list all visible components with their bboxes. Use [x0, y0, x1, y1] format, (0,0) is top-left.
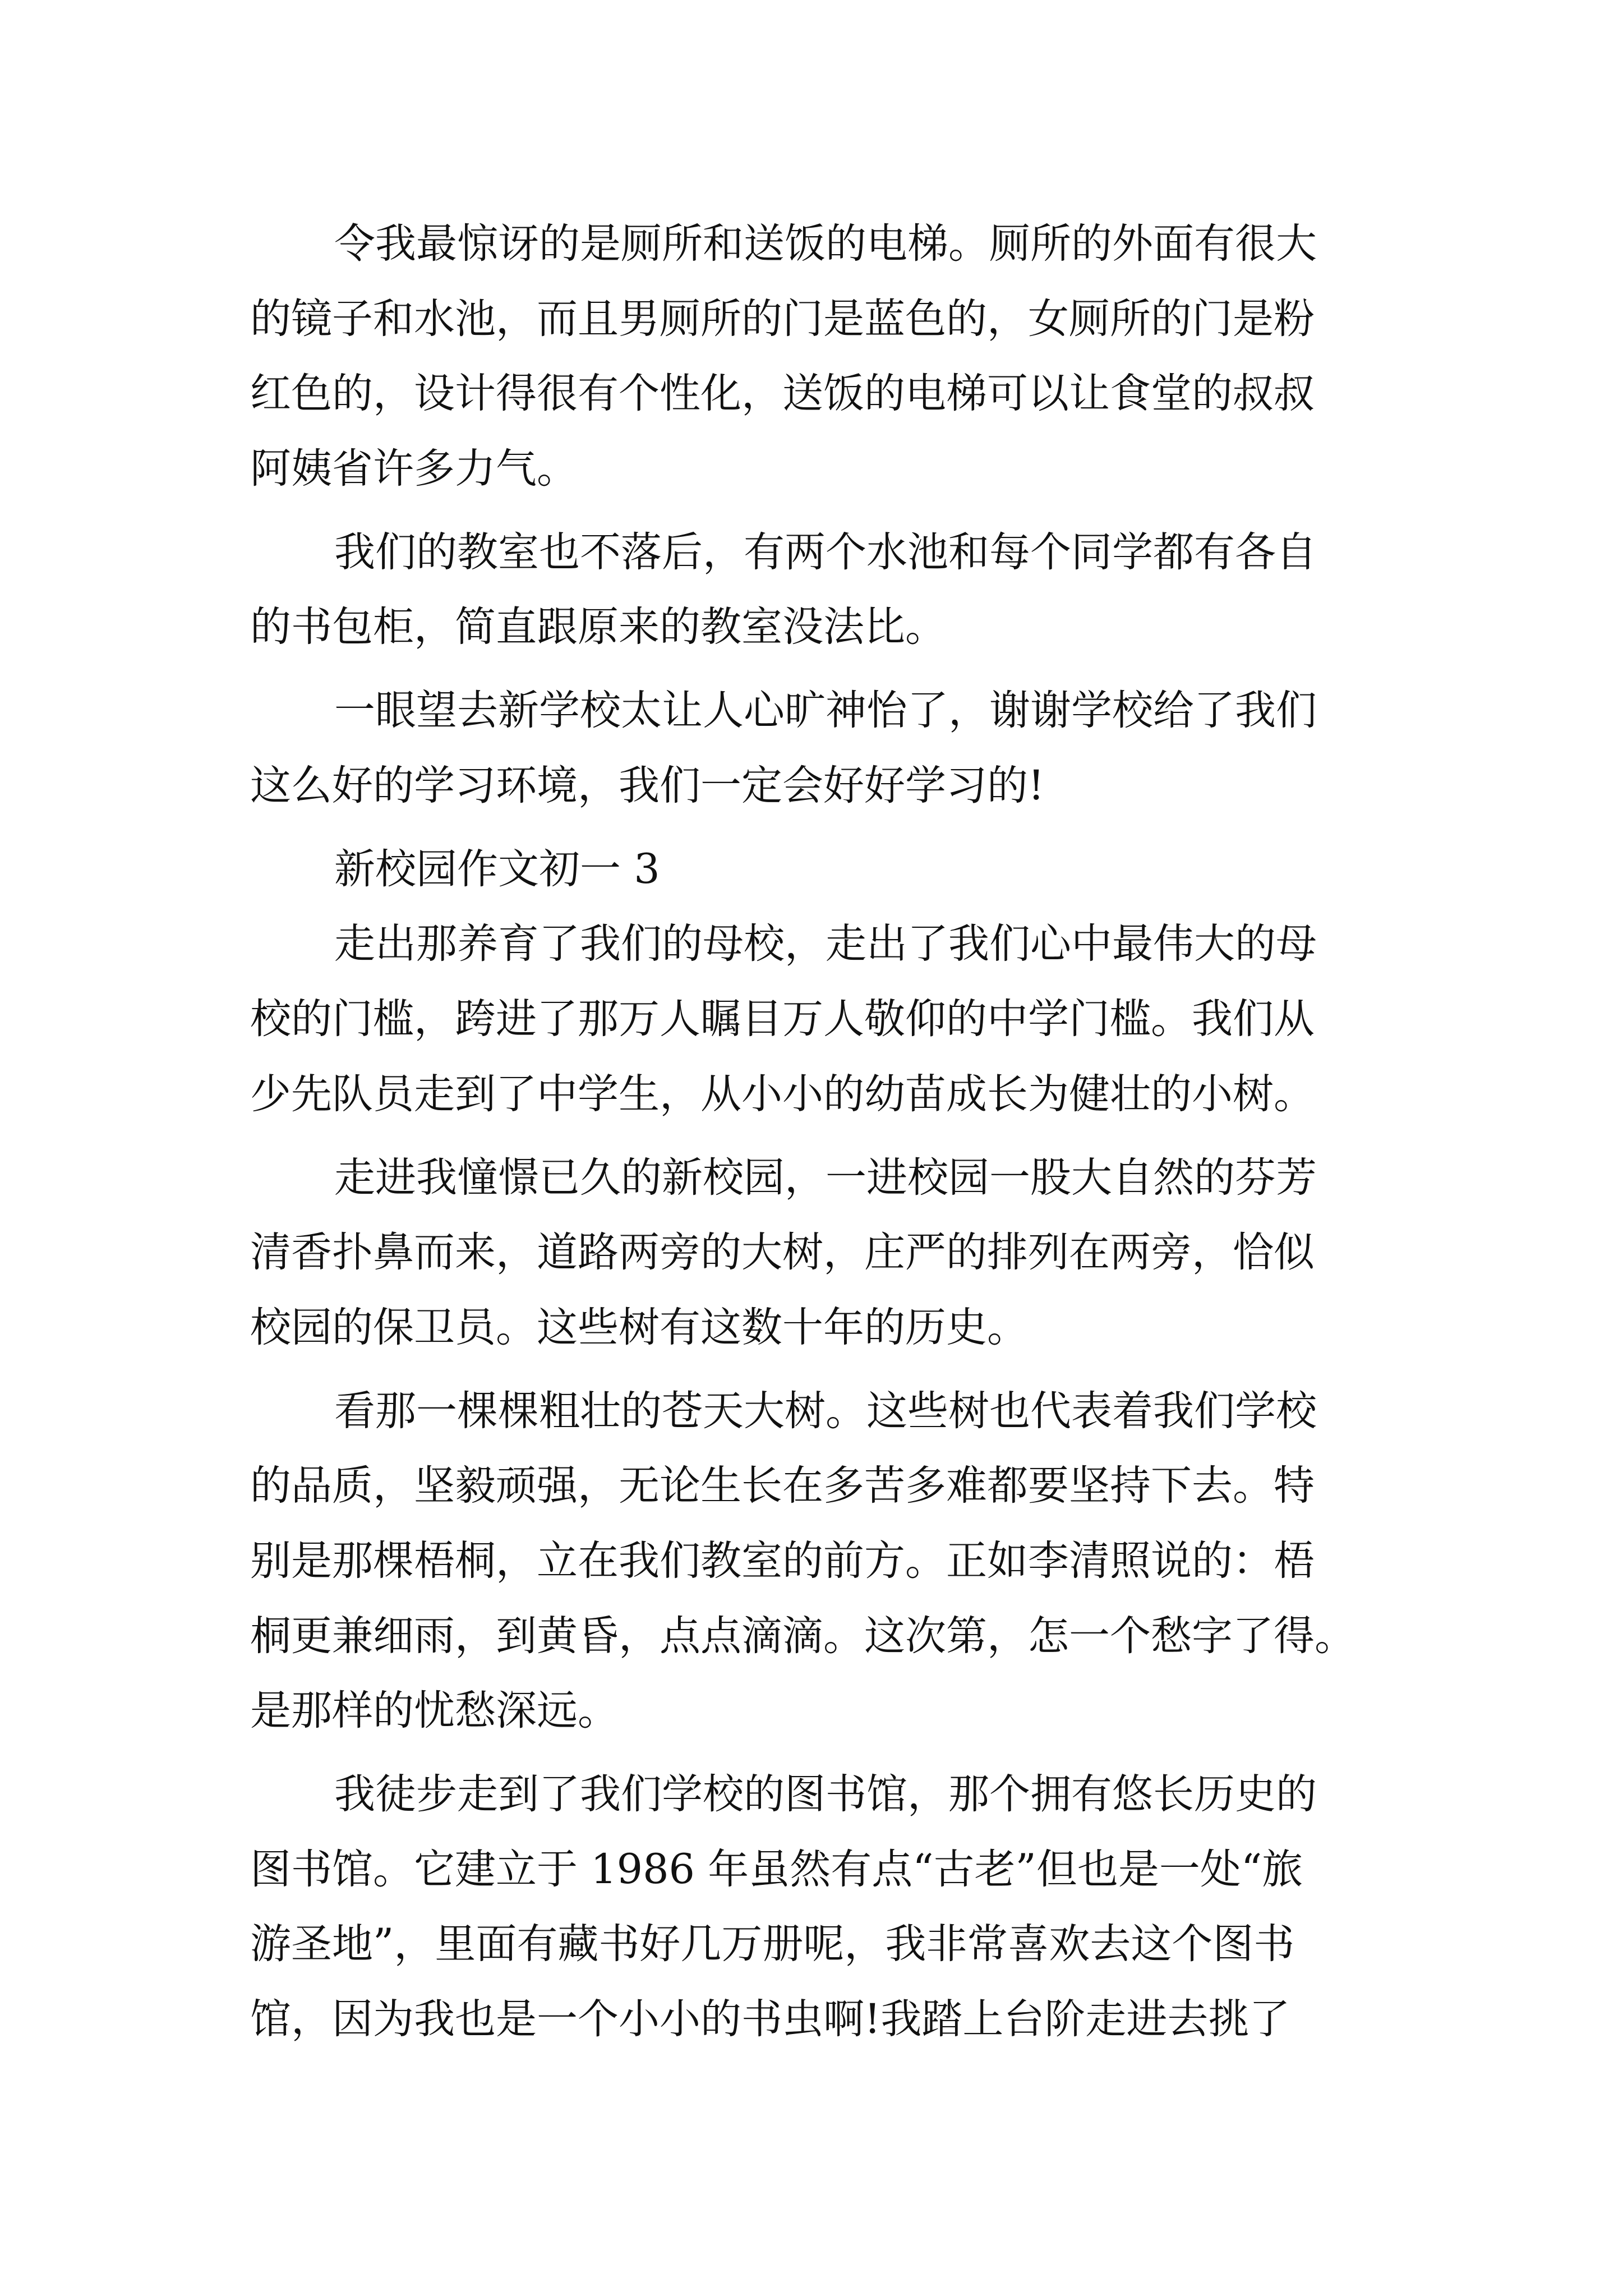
paragraph-line: 的书包柜，简直跟原来的教室没法比。 — [250, 603, 946, 651]
paragraph-line: 清香扑鼻而来，道路两旁的大树，庄严的排列在两旁，恰似 — [250, 1228, 1315, 1276]
paragraph-line: 游圣地”，里面有藏书好几万册呢，我非常喜欢去这个图书 — [250, 1920, 1295, 1968]
paragraph-line: 我们的教室也不落后，有两个水池和每个同学都有各自 — [334, 528, 1317, 576]
paragraph-line: 馆，因为我也是一个小小的书虫啊!我踏上台阶走进去挑了 — [250, 1995, 1290, 2043]
paragraph-line: 桐更兼细雨，到黄昏，点点滴滴。这次第，怎一个愁字了得。 — [250, 1612, 1355, 1660]
paragraph-line: 令我最惊讶的是厕所和送饭的电梯。厕所的外面有很大 — [334, 220, 1317, 268]
paragraph-line: 走进我憧憬已久的新校园，一进校园一股大自然的芬芳 — [334, 1154, 1317, 1202]
paragraph-line: 我徒步走到了我们学校的图书馆，那个拥有悠长历史的 — [334, 1770, 1317, 1818]
paragraph-line: 一眼望去新学校太让人心旷神怡了，谢谢学校给了我们 — [334, 687, 1317, 734]
paragraph-line: 的镜子和水池，而且男厕所的门是蓝色的，女厕所的门是粉 — [250, 295, 1315, 343]
paragraph-line: 这么好的学习环境，我们一定会好好学习的! — [250, 762, 1045, 809]
paragraph-line: 走出那养育了我们的母校，走出了我们心中最伟大的母 — [334, 920, 1317, 968]
paragraph-line: 看那一棵棵粗壮的苍天大树。这些树也代表着我们学校 — [334, 1387, 1317, 1435]
paragraph-line: 是那样的忧愁深远。 — [250, 1687, 619, 1734]
paragraph-line: 红色的，设计得很有个性化，送饭的电梯可以让食堂的叔叔 — [250, 370, 1315, 417]
paragraph-line: 阿姨省许多力气。 — [250, 445, 578, 493]
paragraph-line: 图书馆。它建立于 1986 年虽然有点“古老”但也是一处“旅 — [250, 1846, 1303, 1893]
section-heading: 新校园作文初一 3 — [334, 845, 660, 893]
paragraph-line: 校的门槛，跨进了那万人瞩目万人敬仰的中学门槛。我们从 — [250, 995, 1315, 1043]
paragraph-line: 的品质，坚毅顽强，无论生长在多苦多难都要坚持下去。特 — [250, 1462, 1315, 1510]
paragraph-line: 校园的保卫员。这些树有这数十年的历史。 — [250, 1304, 1028, 1351]
paragraph-line: 少先队员走到了中学生，从小小的幼苗成长为健壮的小树。 — [250, 1070, 1315, 1118]
paragraph-line: 别是那棵梧桐，立在我们教室的前方。正如李清照说的：梧 — [250, 1537, 1315, 1585]
